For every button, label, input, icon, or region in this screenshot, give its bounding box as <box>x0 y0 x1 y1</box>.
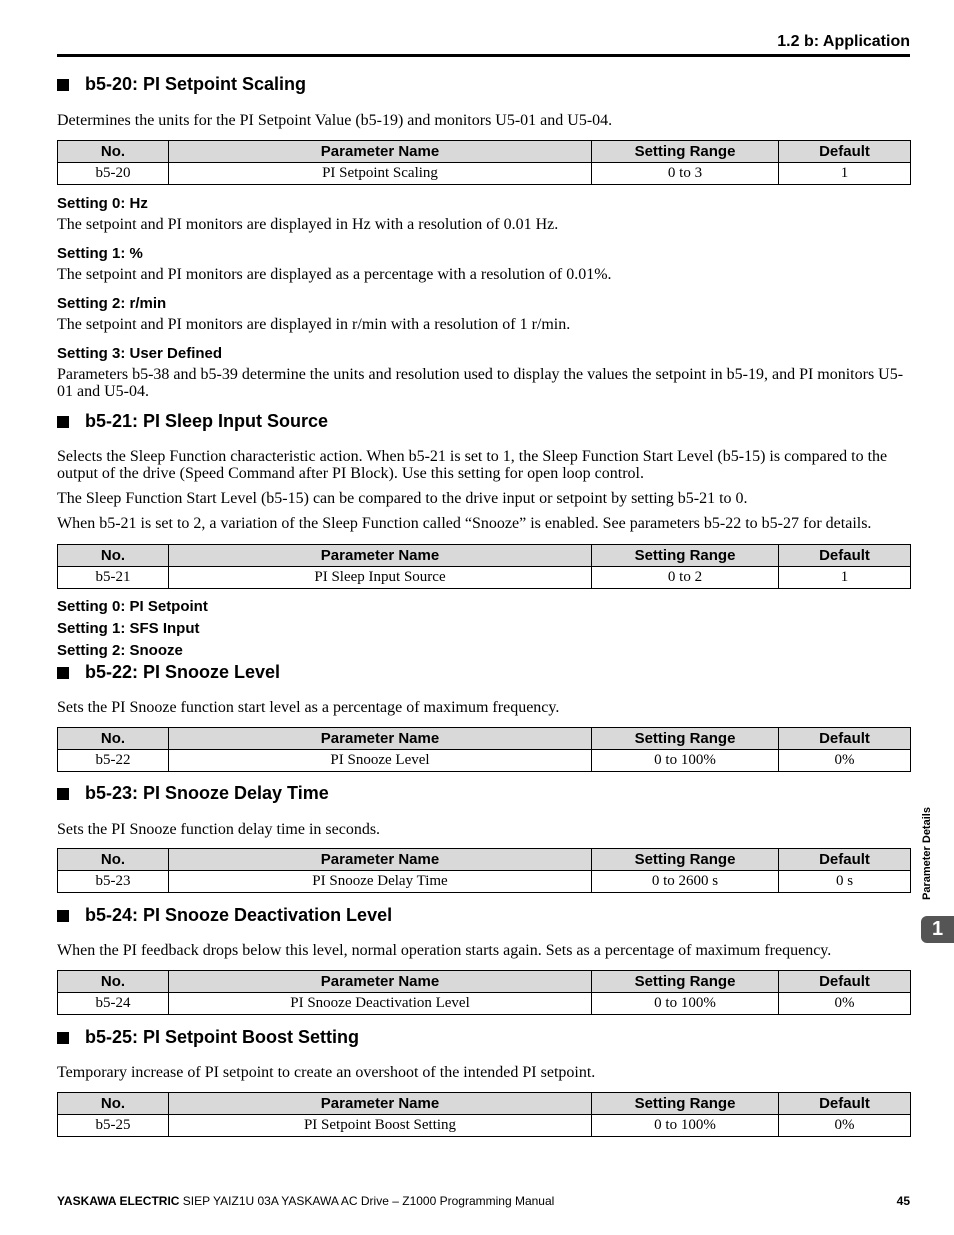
parameter-table-b5-25 <box>57 1092 911 1137</box>
table-header-row <box>58 971 911 993</box>
header-parameter-name: Parameter Name <box>169 728 592 750</box>
cell-parameter-name: PI Setpoint Boost Setting <box>169 1115 592 1137</box>
cell-default: 1 <box>779 163 911 185</box>
cell-parameter-name: PI Snooze Delay Time <box>169 871 592 893</box>
section-bullet-icon <box>57 667 69 679</box>
section-bullet-icon <box>57 1032 69 1044</box>
cell-no: b5-22 <box>58 750 169 772</box>
paragraph: Selects the Sleep Function characteristic action. When b5-21 is set to 1, the Sleep Function Start Level (b5-15) is compared to the output of the drive (Speed Command after PI Block). Use this setting for open loop control. <box>57 448 888 482</box>
setting-heading: Setting 1: % <box>57 245 143 262</box>
header-setting-range: Setting Range <box>592 1093 779 1115</box>
table-header-row <box>58 1093 911 1115</box>
cell-parameter-name: PI Snooze Level <box>169 750 592 772</box>
paragraph: Sets the PI Snooze function delay time in seconds. <box>57 821 381 838</box>
parameter-table-b5-21 <box>57 544 911 589</box>
parameter-table-b5-20 <box>57 140 911 185</box>
table-row <box>58 993 911 1015</box>
cell-no: b5-24 <box>58 993 169 1015</box>
cell-default: 0% <box>779 993 911 1015</box>
header-parameter-name: Parameter Name <box>169 141 592 163</box>
header-parameter-name: Parameter Name <box>169 971 592 993</box>
section-heading-b5-20 <box>57 74 306 95</box>
paragraph: Determines the units for the PI Setpoint Value (b5-19) and monitors U5-01 and U5-04. <box>57 112 613 129</box>
cell-setting-range: 0 to 2 <box>592 567 779 589</box>
cell-no: b5-23 <box>58 871 169 893</box>
setting-heading: Setting 3: User Defined <box>57 345 223 362</box>
cell-setting-range: 0 to 2600 s <box>592 871 779 893</box>
header-default: Default <box>779 545 911 567</box>
section-heading-text: b5-21: PI Sleep Input Source <box>85 411 329 431</box>
header-parameter-name: Parameter Name <box>169 1093 592 1115</box>
footer-brand: YASKAWA ELECTRIC <box>57 1194 180 1208</box>
cell-no: b5-21 <box>58 567 169 589</box>
section-heading-text: b5-22: PI Snooze Level <box>85 662 281 682</box>
header-no: No. <box>58 545 169 567</box>
chapter-tab[interactable]: 1 <box>921 916 954 943</box>
header-setting-range: Setting Range <box>592 849 779 871</box>
section-heading-b5-24 <box>57 905 392 926</box>
setting-heading: Setting 2: r/min <box>57 295 167 312</box>
cell-parameter-name: PI Sleep Input Source <box>169 567 592 589</box>
header-setting-range: Setting Range <box>592 141 779 163</box>
header-default: Default <box>779 849 911 871</box>
cell-setting-range: 0 to 3 <box>592 163 779 185</box>
header-parameter-name: Parameter Name <box>169 849 592 871</box>
paragraph: When the PI feedback drops below this level, normal operation starts again. Sets as a percentage of maximum frequency. <box>57 942 832 959</box>
parameter-table-b5-22 <box>57 727 911 772</box>
cell-parameter-name: PI Snooze Deactivation Level <box>169 993 592 1015</box>
table-header-row <box>58 849 911 871</box>
header-no: No. <box>58 1093 169 1115</box>
setting-heading: Setting 1: SFS Input <box>57 620 200 637</box>
header-setting-range: Setting Range <box>592 545 779 567</box>
cell-setting-range: 0 to 100% <box>592 750 779 772</box>
setting-description: The setpoint and PI monitors are displayed in r/min with a resolution of 1 r/min. <box>57 316 571 333</box>
section-heading-text: b5-24: PI Snooze Deactivation Level <box>85 905 393 925</box>
setting-description: The setpoint and PI monitors are displayed in Hz with a resolution of 0.01 Hz. <box>57 216 559 233</box>
header-default: Default <box>779 1093 911 1115</box>
header-no: No. <box>58 141 169 163</box>
header-rule <box>57 54 910 57</box>
section-heading-text: b5-20: PI Setpoint Scaling <box>85 74 307 94</box>
header-default: Default <box>779 141 911 163</box>
section-heading-text: b5-25: PI Setpoint Boost Setting <box>85 1027 360 1047</box>
table-row <box>58 1115 911 1137</box>
section-heading-b5-25 <box>57 1027 359 1048</box>
cell-default: 0% <box>779 750 911 772</box>
header-default: Default <box>779 728 911 750</box>
table-row <box>58 567 911 589</box>
paragraph: Sets the PI Snooze function start level as a percentage of maximum frequency. <box>57 699 560 716</box>
section-bullet-icon <box>57 910 69 922</box>
setting-heading: Setting 0: Hz <box>57 195 148 212</box>
section-heading-b5-22 <box>57 662 280 683</box>
header-no: No. <box>58 728 169 750</box>
cell-setting-range: 0 to 100% <box>592 1115 779 1137</box>
cell-parameter-name: PI Setpoint Scaling <box>169 163 592 185</box>
cell-no: b5-20 <box>58 163 169 185</box>
cell-default: 1 <box>779 567 911 589</box>
setting-description: Parameters b5-38 and b5-39 determine the units and resolution used to display the values the setpoint in b5-19, and PI monitors U5-01 and U5-04. <box>57 366 904 400</box>
page-number: 45 <box>896 1194 910 1208</box>
section-bullet-icon <box>57 79 69 91</box>
paragraph: The Sleep Function Start Level (b5-15) can be compared to the drive input or setpoint by setting b5-21 to 0. <box>57 490 748 507</box>
setting-heading: Setting 0: PI Setpoint <box>57 598 208 615</box>
table-header-row <box>58 545 911 567</box>
paragraph: When b5-21 is set to 2, a variation of the Sleep Function called “Snooze” is enabled. See parameters b5-22 to b5-27 for details. <box>57 515 872 532</box>
header-setting-range: Setting Range <box>592 728 779 750</box>
cell-no: b5-25 <box>58 1115 169 1137</box>
table-row <box>58 163 911 185</box>
setting-heading: Setting 2: Snooze <box>57 642 183 659</box>
table-row <box>58 871 911 893</box>
header-default: Default <box>779 971 911 993</box>
header-no: No. <box>58 849 169 871</box>
side-tab-label: Parameter Details <box>921 807 933 900</box>
table-row <box>58 750 911 772</box>
page-section-title: 1.2 b: Application <box>777 33 910 50</box>
cell-default: 0 s <box>779 871 911 893</box>
header-parameter-name: Parameter Name <box>169 545 592 567</box>
header-no: No. <box>58 971 169 993</box>
paragraph: Temporary increase of PI setpoint to create an overshoot of the intended PI setpoint. <box>57 1064 596 1081</box>
setting-description: The setpoint and PI monitors are displayed as a percentage with a resolution of 0.01%. <box>57 266 612 283</box>
section-bullet-icon <box>57 788 69 800</box>
parameter-table-b5-23 <box>57 848 911 893</box>
parameter-table-b5-24 <box>57 970 911 1015</box>
header-setting-range: Setting Range <box>592 971 779 993</box>
section-heading-b5-23 <box>57 783 329 804</box>
cell-default: 0% <box>779 1115 911 1137</box>
footer-document-info <box>57 1194 554 1208</box>
table-header-row <box>58 141 911 163</box>
section-bullet-icon <box>57 416 69 428</box>
footer-doc-title: SIEP YAIZ1U 03A YASKAWA AC Drive – Z1000 Programming Manual <box>179 1194 555 1208</box>
section-heading-text: b5-23: PI Snooze Delay Time <box>85 783 329 803</box>
cell-setting-range: 0 to 100% <box>592 993 779 1015</box>
table-header-row <box>58 728 911 750</box>
section-heading-b5-21 <box>57 411 328 432</box>
